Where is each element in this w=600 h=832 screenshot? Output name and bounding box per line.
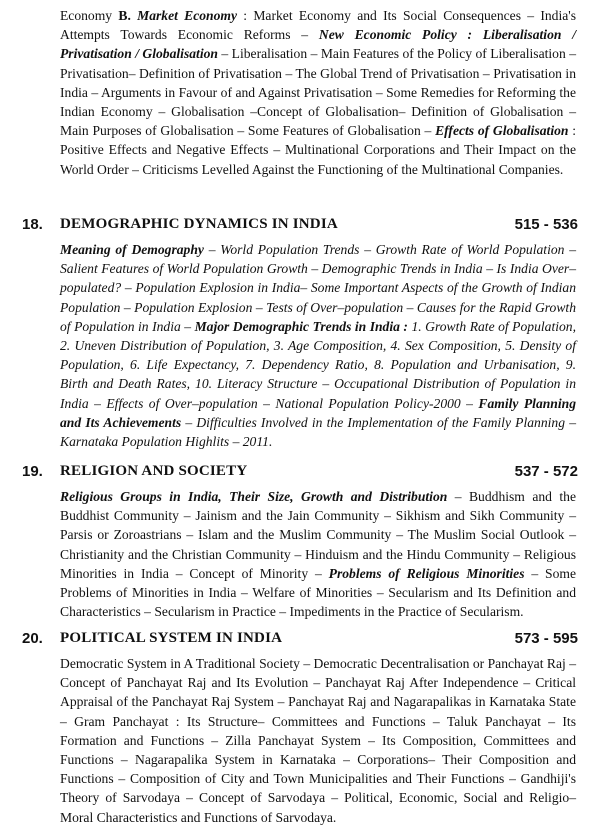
chapter-number: 18. (22, 216, 43, 233)
intro-text-2: – Liberalisation – Main Features of the Policy of Liberalisation – Privatisation– Definition of Privatisation – The Global Trend of Privatisation – Privatisation in India – Arguments in Favour of and Against Privatisation – Some Remedies for Reforming the Indian Economy – Globalisation –Concept of Globalisation– Definition of Globalisation – Main Purposes of Globalisation – Some Features of Globalisation – (60, 46, 576, 139)
chapter-title: DEMOGRAPHIC DYNAMICS IN INDIA (60, 216, 338, 232)
summary-text-2: – Some Problems of Minorities in India – Welfare of Minorities – Secularism and Its Definition and Characteristics – Secularism in Practice – Impediments in the Practice of Secularism. (60, 565, 577, 620)
chapter-summary (60, 654, 576, 827)
intro-paragraph (60, 6, 576, 179)
chapter-pages: 573 - 595 (514, 630, 578, 647)
market-economy-heading: Market Economy (137, 8, 238, 23)
effects-globalisation-heading: Effects of Globalisation (435, 123, 569, 139)
intro-text-1: : Market Economy and Its Social Consequences – India's Attempts Towards Economic Reforms – (60, 8, 576, 43)
new-economic-policy-heading: New Economic Policy : Liberalisation / Privatisation / Globalisation (60, 27, 576, 62)
chapter-pages: 515 - 536 (514, 216, 578, 233)
summary-heading-2: Problems of Religious Minorities (328, 565, 525, 581)
chapter-summary (60, 487, 576, 621)
chapter-summary (60, 240, 576, 451)
chapter-header (0, 630, 600, 654)
chapter-number: 20. (22, 630, 43, 647)
chapter-title: RELIGION AND SOCIETY (60, 463, 248, 479)
chapter-20 (0, 630, 600, 827)
summary-heading-1: Religious Groups in India, Their Size, Growth and Distribution (60, 489, 448, 504)
intro-text-3: : Positive Effects and Negative Effects – Multinational Corporations and Their Impact on the World Order – Criticisms Levelled Against the Functioning of the Multinational Companies. (60, 123, 576, 177)
intro-lead: Economy (60, 8, 119, 23)
summary-heading-2: Major Demographic Trends in India : (194, 318, 408, 334)
summary-text-1: – Buddhism and the Buddhist Community – Jainism and the Jain Community – Sikhism and Sikh Community – Parsis or Zoroastrians – Islam and the Muslim Community – The Muslim Social Outlook – Christianity and the Christian Community – Hinduism and the Hindu Community – Religious Minorities in India – Concept of Minority – (60, 489, 576, 581)
chapter-header (0, 463, 600, 487)
summary-text-3: – Difficulties Involved in the Implementation of the Family Planning – Karnataka Population Highlits – 2011. (60, 414, 576, 450)
summary-text-1: – World Population Trends – Growth Rate of World Population – Salient Features of World Population Growth – Demographic Trends in India – Is India Over–populated? – Population Explosion in India– Some Important Aspects of the Growth of Indian Population – Population Explosion – Tests of Over–population – Causes for the Rapid Growth of Population in India – (60, 242, 576, 334)
chapter-header (0, 216, 600, 240)
chapter-number: 19. (22, 463, 43, 480)
chapter-pages: 537 - 572 (514, 463, 578, 480)
summary-text-2: 1. Growth Rate of Population, 2. Uneven Distribution of Population, 3. Age Composition, 4. Sex Composition, 5. Density of Population, 6. Life Expectancy, 7. Dependency Ratio, 8. Population and Urbanisation, 9. Birth and Death Rates, 10. Literacy Structure – Occupational Distribution of Population in India – Effects of Over–population – National Population Policy-2000 – (60, 318, 576, 411)
summary-heading-1: Meaning of Demography (60, 242, 204, 257)
summary-text-1: Democratic System in A Traditional Society – Democratic Decentralisation or Panchayat Raj – Concept of Panchayat Raj and Its Evolution – Panchayat Raj After Independence – Critical Appraisal of the Panchayat Raj System – Panchayat Raj and Nagarapalikas in Karnataka State – Gram Panchayat : Its Structure– Committees and Functions – Taluk Panchayat – Its Formation and Functions – Zilla Panchayat System – Its Composition, Committees and Functions – Nagarapalika System in Karnataka – Corporations– Their Composition and Functions – Composition of City and Town Municipalities and Their Functions – Gandhiji's Theory of Sarvodaya – Concept of Sarvodaya – Political, Economic, Social and Religio–Moral Characteristics and Functions of Sarvodaya. (60, 656, 576, 825)
summary-heading-3: Family Planning and Its Achievements (60, 395, 576, 430)
chapter-18 (0, 216, 600, 451)
chapter-19 (0, 463, 600, 621)
chapter-title: POLITICAL SYSTEM IN INDIA (60, 630, 283, 646)
section-b-label: B. (118, 8, 138, 23)
